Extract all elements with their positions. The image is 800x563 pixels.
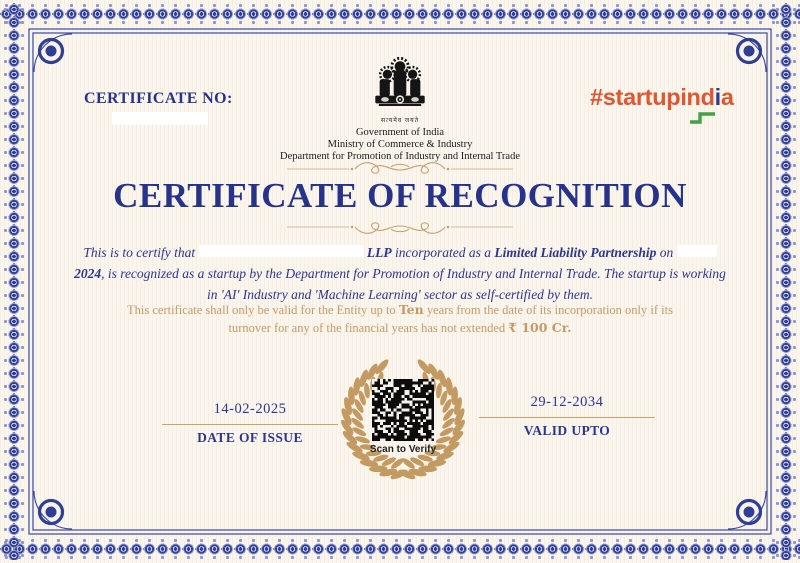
body-text: on bbox=[659, 245, 674, 260]
startupindia-logo bbox=[590, 84, 760, 111]
note-text: years from the date of its incorporation only if its turnover for any of the financial years has not extended bbox=[228, 303, 673, 335]
verification-seal bbox=[330, 353, 476, 488]
certificate-no-label: CERTIFICATE NO: bbox=[84, 90, 233, 107]
entity-name-redacted bbox=[199, 245, 364, 257]
valid-upto-value: 29-12-2034 bbox=[530, 394, 604, 410]
gold-flourish-icon bbox=[285, 216, 515, 238]
qr-caption: Scan to Verify bbox=[369, 444, 437, 455]
corner-arc-bl bbox=[34, 491, 72, 529]
brand-suffix: a bbox=[720, 84, 734, 110]
govt-line-2: Ministry of Commerce & Industry bbox=[327, 139, 473, 151]
gold-divider bbox=[479, 417, 655, 418]
corner-bullseye-icon bbox=[40, 501, 63, 524]
corner-bullseye-icon bbox=[738, 501, 761, 524]
certificate-title: CERTIFICATE OF RECOGNITION bbox=[113, 176, 687, 215]
date-of-issue-block bbox=[160, 401, 340, 446]
certification-statement bbox=[70, 242, 730, 305]
govt-line-3: Department for Promotion of Industry and Internal Trade bbox=[280, 151, 520, 163]
note-bold-ten: Ten bbox=[398, 302, 424, 317]
issue-date-value: 14-02-2025 bbox=[213, 401, 287, 417]
note-text: This certificate shall only be valid for the Entity up to bbox=[127, 303, 396, 317]
valid-upto-label: VALID UPTO bbox=[523, 423, 611, 438]
body-text: incorporated as a bbox=[395, 245, 491, 260]
emblem-motto: सत्यमेव जयते bbox=[380, 118, 420, 125]
gold-divider bbox=[162, 424, 338, 425]
qr-code bbox=[372, 379, 434, 441]
body-bold-year: 2024 bbox=[74, 266, 102, 281]
ashoka-emblem-icon bbox=[369, 54, 431, 112]
ornate-border-bottom bbox=[0, 538, 800, 560]
brand-blue-letter: i bbox=[714, 84, 721, 110]
body-text: This is to certify that bbox=[83, 245, 196, 260]
body-bold-llp: LLP bbox=[366, 245, 392, 260]
ornate-border-top bbox=[0, 3, 800, 25]
corner-arc-br bbox=[728, 491, 766, 529]
note-bold-amount: ₹ 100 Cr. bbox=[508, 320, 572, 335]
brand-prefix: #startupind bbox=[590, 84, 715, 110]
body-bold-partnership: Limited Liability Partnership bbox=[494, 245, 657, 260]
issue-date-label: DATE OF ISSUE bbox=[197, 430, 303, 445]
govt-line-1: Government of India bbox=[355, 127, 445, 139]
body-text: , is recognized as a startup by the Department for Promotion of Industry and Internal Trade. The startup is working in 'AI' Industry and 'Machine Learning' sector as self-certified by them. bbox=[101, 266, 726, 302]
valid-upto-block bbox=[477, 394, 657, 439]
brand-step-icon bbox=[689, 111, 716, 125]
validity-note bbox=[120, 301, 680, 337]
incorporation-date-redacted bbox=[677, 245, 717, 257]
